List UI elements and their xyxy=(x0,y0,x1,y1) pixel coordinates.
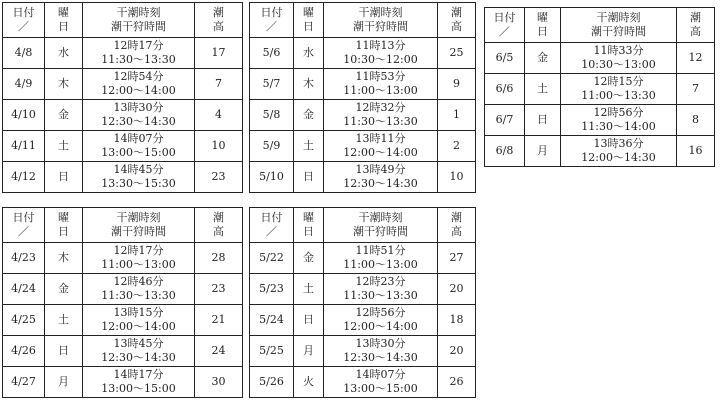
weekday-header-top: 曜 xyxy=(58,6,69,19)
time-header xyxy=(83,3,195,38)
date-cell: 4/23 xyxy=(3,243,45,274)
date-cell: 5/22 xyxy=(250,243,294,274)
low-tide-time: 12時56分 xyxy=(355,306,406,319)
weekday-cell: 火 xyxy=(294,367,324,398)
tide-height-cell: 1 xyxy=(438,100,476,131)
low-tide-time: 13時45分 xyxy=(113,337,164,350)
time-header xyxy=(324,3,438,38)
low-tide-time-header: 干潮時刻 xyxy=(358,211,403,224)
date-cell: 5/10 xyxy=(250,162,294,193)
weekday-header-bottom: 日 xyxy=(303,225,314,238)
tide-height-cell: 4 xyxy=(195,100,243,131)
low-tide-time-header: 干潮時刻 xyxy=(358,6,403,19)
table-row xyxy=(250,305,476,336)
weekday-header xyxy=(294,208,324,243)
time-cell xyxy=(83,100,195,131)
weekday-header-top: 曜 xyxy=(303,6,314,19)
clam-digging-window: 12:30～14:30 xyxy=(101,115,176,128)
clam-digging-window-header: 潮干狩時間 xyxy=(353,20,408,33)
table-row xyxy=(3,367,243,398)
tide-header-top: 潮 xyxy=(213,211,224,224)
tide-height-cell: 17 xyxy=(195,38,243,69)
time-cell xyxy=(83,69,195,100)
table-row xyxy=(250,367,476,398)
date-cell: 4/24 xyxy=(3,274,45,305)
tide-height-header xyxy=(195,208,243,243)
tide-table-3 xyxy=(484,7,715,167)
weekday-cell: 日 xyxy=(525,105,561,136)
weekday-header xyxy=(45,208,83,243)
header-row xyxy=(3,3,243,38)
table-row xyxy=(3,336,243,367)
tide-header-bottom: 高 xyxy=(451,225,462,238)
date-cell: 4/27 xyxy=(3,367,45,398)
date-cell: 4/11 xyxy=(3,131,45,162)
date-header-label: 日付 xyxy=(260,211,283,224)
low-tide-time: 13時30分 xyxy=(113,101,164,114)
date-cell: 4/26 xyxy=(3,336,45,367)
date-header xyxy=(485,8,525,43)
clam-digging-window: 12:30～14:30 xyxy=(101,351,176,364)
low-tide-time: 11時51分 xyxy=(355,244,406,257)
date-header xyxy=(250,208,294,243)
weekday-cell: 日 xyxy=(294,305,324,336)
date-cell: 5/23 xyxy=(250,274,294,305)
header-row xyxy=(485,8,715,43)
clam-digging-window: 11:00～13:00 xyxy=(343,84,418,97)
clam-digging-window: 11:30～13:30 xyxy=(101,53,176,66)
low-tide-time: 14時45分 xyxy=(113,163,164,176)
table-row xyxy=(250,131,476,162)
weekday-cell: 土 xyxy=(45,305,83,336)
tide-table-2 xyxy=(249,2,476,193)
date-header-label: 日付 xyxy=(12,6,35,19)
time-cell xyxy=(83,131,195,162)
low-tide-time-header: 干潮時刻 xyxy=(116,6,161,19)
time-cell xyxy=(83,336,195,367)
clam-digging-window: 10:30～13:00 xyxy=(581,58,656,71)
low-tide-time: 12時54分 xyxy=(113,70,164,83)
tide-height-cell: 10 xyxy=(438,162,476,193)
time-cell xyxy=(83,367,195,398)
weekday-cell: 土 xyxy=(45,131,83,162)
weekday-cell: 土 xyxy=(294,274,324,305)
time-cell xyxy=(83,305,195,336)
low-tide-time: 12時56分 xyxy=(593,106,644,119)
tide-header-top: 潮 xyxy=(451,6,462,19)
weekday-cell: 水 xyxy=(45,38,83,69)
low-tide-time: 11時53分 xyxy=(355,70,406,83)
low-tide-time: 13時30分 xyxy=(355,337,406,350)
clam-digging-window: 10:30～12:00 xyxy=(343,53,418,66)
clam-digging-window: 12:00～14:00 xyxy=(101,320,176,333)
date-cell: 5/25 xyxy=(250,336,294,367)
low-tide-time: 14時17分 xyxy=(113,368,164,381)
low-tide-time: 11時33分 xyxy=(593,44,644,57)
table-row xyxy=(485,74,715,105)
tide-header-top: 潮 xyxy=(690,11,701,24)
date-cell: 6/6 xyxy=(485,74,525,105)
weekday-cell: 木 xyxy=(294,69,324,100)
time-header xyxy=(324,208,438,243)
table-row xyxy=(3,274,243,305)
time-cell xyxy=(324,162,438,193)
low-tide-time: 12時46分 xyxy=(113,275,164,288)
weekday-header-bottom: 日 xyxy=(58,225,69,238)
weekday-header-bottom: 日 xyxy=(303,20,314,33)
tide-height-cell: 24 xyxy=(195,336,243,367)
tide-height-cell: 25 xyxy=(438,38,476,69)
clam-digging-window: 13:30～15:30 xyxy=(101,177,176,190)
weekday-header-top: 曜 xyxy=(537,11,548,24)
clam-digging-window: 12:00～14:00 xyxy=(101,84,176,97)
low-tide-time: 12時17分 xyxy=(113,244,164,257)
table-row xyxy=(3,69,243,100)
table-row xyxy=(485,136,715,167)
clam-digging-window-header: 潮干狩時間 xyxy=(111,20,166,33)
weekday-cell: 金 xyxy=(45,100,83,131)
time-cell xyxy=(324,243,438,274)
time-cell xyxy=(324,69,438,100)
header-row xyxy=(250,208,476,243)
tide-height-cell: 28 xyxy=(195,243,243,274)
tide-height-cell: 23 xyxy=(195,274,243,305)
weekday-cell: 月 xyxy=(294,336,324,367)
time-cell xyxy=(561,136,677,167)
low-tide-time: 11時13分 xyxy=(355,39,406,52)
low-tide-time: 13時49分 xyxy=(355,163,406,176)
low-tide-time: 13時36分 xyxy=(593,137,644,150)
date-header-separator: ／ xyxy=(18,225,29,238)
date-cell: 5/6 xyxy=(250,38,294,69)
tide-table-5 xyxy=(249,207,476,398)
tide-header-top: 潮 xyxy=(451,211,462,224)
clam-digging-window: 13:00～15:00 xyxy=(343,382,418,395)
clam-digging-window: 11:30～14:00 xyxy=(581,120,656,133)
table-row xyxy=(485,105,715,136)
tide-height-cell: 7 xyxy=(195,69,243,100)
date-cell: 4/12 xyxy=(3,162,45,193)
tide-height-cell: 12 xyxy=(677,43,715,74)
clam-digging-window: 13:00～15:00 xyxy=(101,146,176,159)
weekday-header xyxy=(525,8,561,43)
date-cell: 6/5 xyxy=(485,43,525,74)
weekday-header-top: 曜 xyxy=(58,211,69,224)
tide-height-cell: 9 xyxy=(438,69,476,100)
tide-height-cell: 18 xyxy=(438,305,476,336)
weekday-cell: 日 xyxy=(294,162,324,193)
tide-height-cell: 2 xyxy=(438,131,476,162)
time-cell xyxy=(561,43,677,74)
tide-height-cell: 26 xyxy=(438,367,476,398)
date-cell: 5/7 xyxy=(250,69,294,100)
time-cell xyxy=(324,274,438,305)
table-row xyxy=(3,38,243,69)
time-cell xyxy=(83,274,195,305)
weekday-cell: 水 xyxy=(294,38,324,69)
tide-height-header xyxy=(195,3,243,38)
low-tide-time: 12時32分 xyxy=(355,101,406,114)
low-tide-time-header: 干潮時刻 xyxy=(116,211,161,224)
weekday-cell: 月 xyxy=(45,367,83,398)
table-row xyxy=(3,131,243,162)
date-header xyxy=(3,3,45,38)
clam-digging-window: 13:00～15:00 xyxy=(101,382,176,395)
date-cell: 4/9 xyxy=(3,69,45,100)
clam-digging-window: 11:00～13:00 xyxy=(343,258,418,271)
tide-table-1 xyxy=(2,2,243,193)
weekday-header-bottom: 日 xyxy=(537,25,548,38)
time-header xyxy=(83,208,195,243)
tide-height-cell: 27 xyxy=(438,243,476,274)
tide-height-cell: 16 xyxy=(677,136,715,167)
weekday-cell: 土 xyxy=(525,74,561,105)
date-cell: 5/9 xyxy=(250,131,294,162)
table-row xyxy=(3,162,243,193)
weekday-cell: 月 xyxy=(525,136,561,167)
low-tide-time: 14時07分 xyxy=(113,132,164,145)
tide-header-bottom: 高 xyxy=(213,20,224,33)
table-row xyxy=(3,243,243,274)
low-tide-time: 12時15分 xyxy=(593,75,644,88)
date-header-label: 日付 xyxy=(493,11,516,24)
weekday-cell: 日 xyxy=(45,336,83,367)
weekday-cell: 日 xyxy=(45,162,83,193)
clam-digging-window: 12:30～14:30 xyxy=(343,177,418,190)
clam-digging-window: 11:30～13:30 xyxy=(343,115,418,128)
time-header xyxy=(561,8,677,43)
time-cell xyxy=(324,305,438,336)
tide-header-top: 潮 xyxy=(213,6,224,19)
date-header-separator: ／ xyxy=(499,25,510,38)
time-cell xyxy=(561,105,677,136)
time-cell xyxy=(324,367,438,398)
tide-header-bottom: 高 xyxy=(690,25,701,38)
tide-height-cell: 30 xyxy=(195,367,243,398)
tide-height-header xyxy=(438,3,476,38)
time-cell xyxy=(324,131,438,162)
clam-digging-window-header: 潮干狩時間 xyxy=(353,225,408,238)
low-tide-time: 13時15分 xyxy=(113,306,164,319)
date-header-label: 日付 xyxy=(260,6,283,19)
table-row xyxy=(3,100,243,131)
low-tide-time: 12時23分 xyxy=(355,275,406,288)
time-cell xyxy=(324,38,438,69)
time-cell xyxy=(83,243,195,274)
low-tide-time: 12時17分 xyxy=(113,39,164,52)
weekday-header-top: 曜 xyxy=(303,211,314,224)
clam-digging-window: 12:00～14:00 xyxy=(343,146,418,159)
date-header-separator: ／ xyxy=(266,20,277,33)
clam-digging-window: 11:30～13:30 xyxy=(101,289,176,302)
time-cell xyxy=(324,100,438,131)
table-row xyxy=(250,69,476,100)
date-cell: 4/25 xyxy=(3,305,45,336)
clam-digging-window-header: 潮干狩時間 xyxy=(111,225,166,238)
date-header xyxy=(250,3,294,38)
low-tide-time-header: 干潮時刻 xyxy=(596,11,641,24)
date-header-separator: ／ xyxy=(266,225,277,238)
date-cell: 5/26 xyxy=(250,367,294,398)
weekday-cell: 木 xyxy=(45,69,83,100)
time-cell xyxy=(561,74,677,105)
time-cell xyxy=(83,162,195,193)
tide-table-4 xyxy=(2,207,243,398)
clam-digging-window-header: 潮干狩時間 xyxy=(591,25,646,38)
weekday-cell: 金 xyxy=(45,274,83,305)
date-cell: 6/8 xyxy=(485,136,525,167)
table-row xyxy=(250,243,476,274)
date-header-separator: ／ xyxy=(18,20,29,33)
weekday-cell: 木 xyxy=(45,243,83,274)
date-cell: 5/24 xyxy=(250,305,294,336)
date-header xyxy=(3,208,45,243)
weekday-cell: 土 xyxy=(294,131,324,162)
tide-height-cell: 8 xyxy=(677,105,715,136)
time-cell xyxy=(83,38,195,69)
tide-height-header xyxy=(438,208,476,243)
weekday-cell: 金 xyxy=(294,243,324,274)
time-cell xyxy=(324,336,438,367)
tide-header-bottom: 高 xyxy=(451,20,462,33)
date-cell: 6/7 xyxy=(485,105,525,136)
header-row xyxy=(3,208,243,243)
tide-height-cell: 7 xyxy=(677,74,715,105)
table-row xyxy=(250,100,476,131)
table-row xyxy=(250,336,476,367)
clam-digging-window: 12:00～14:00 xyxy=(343,320,418,333)
low-tide-time: 13時11分 xyxy=(355,132,406,145)
weekday-header xyxy=(294,3,324,38)
table-row xyxy=(250,274,476,305)
table-row xyxy=(250,38,476,69)
low-tide-time: 14時07分 xyxy=(355,368,406,381)
weekday-cell: 金 xyxy=(525,43,561,74)
date-cell: 5/8 xyxy=(250,100,294,131)
tide-height-cell: 20 xyxy=(438,274,476,305)
tide-height-cell: 21 xyxy=(195,305,243,336)
clam-digging-window: 12:00～14:30 xyxy=(581,151,656,164)
table-row xyxy=(3,305,243,336)
tide-height-cell: 23 xyxy=(195,162,243,193)
clam-digging-window: 12:30～14:30 xyxy=(343,351,418,364)
tide-height-cell: 10 xyxy=(195,131,243,162)
table-row xyxy=(250,162,476,193)
clam-digging-window: 11:00～13:00 xyxy=(101,258,176,271)
clam-digging-window: 11:30～13:30 xyxy=(343,289,418,302)
clam-digging-window: 11:00～13:30 xyxy=(581,89,656,102)
weekday-cell: 金 xyxy=(294,100,324,131)
weekday-header-bottom: 日 xyxy=(58,20,69,33)
date-cell: 4/10 xyxy=(3,100,45,131)
tide-header-bottom: 高 xyxy=(213,225,224,238)
weekday-header xyxy=(45,3,83,38)
tide-height-header xyxy=(677,8,715,43)
header-row xyxy=(250,3,476,38)
table-row xyxy=(485,43,715,74)
tide-height-cell: 20 xyxy=(438,336,476,367)
date-header-label: 日付 xyxy=(12,211,35,224)
date-cell: 4/8 xyxy=(3,38,45,69)
